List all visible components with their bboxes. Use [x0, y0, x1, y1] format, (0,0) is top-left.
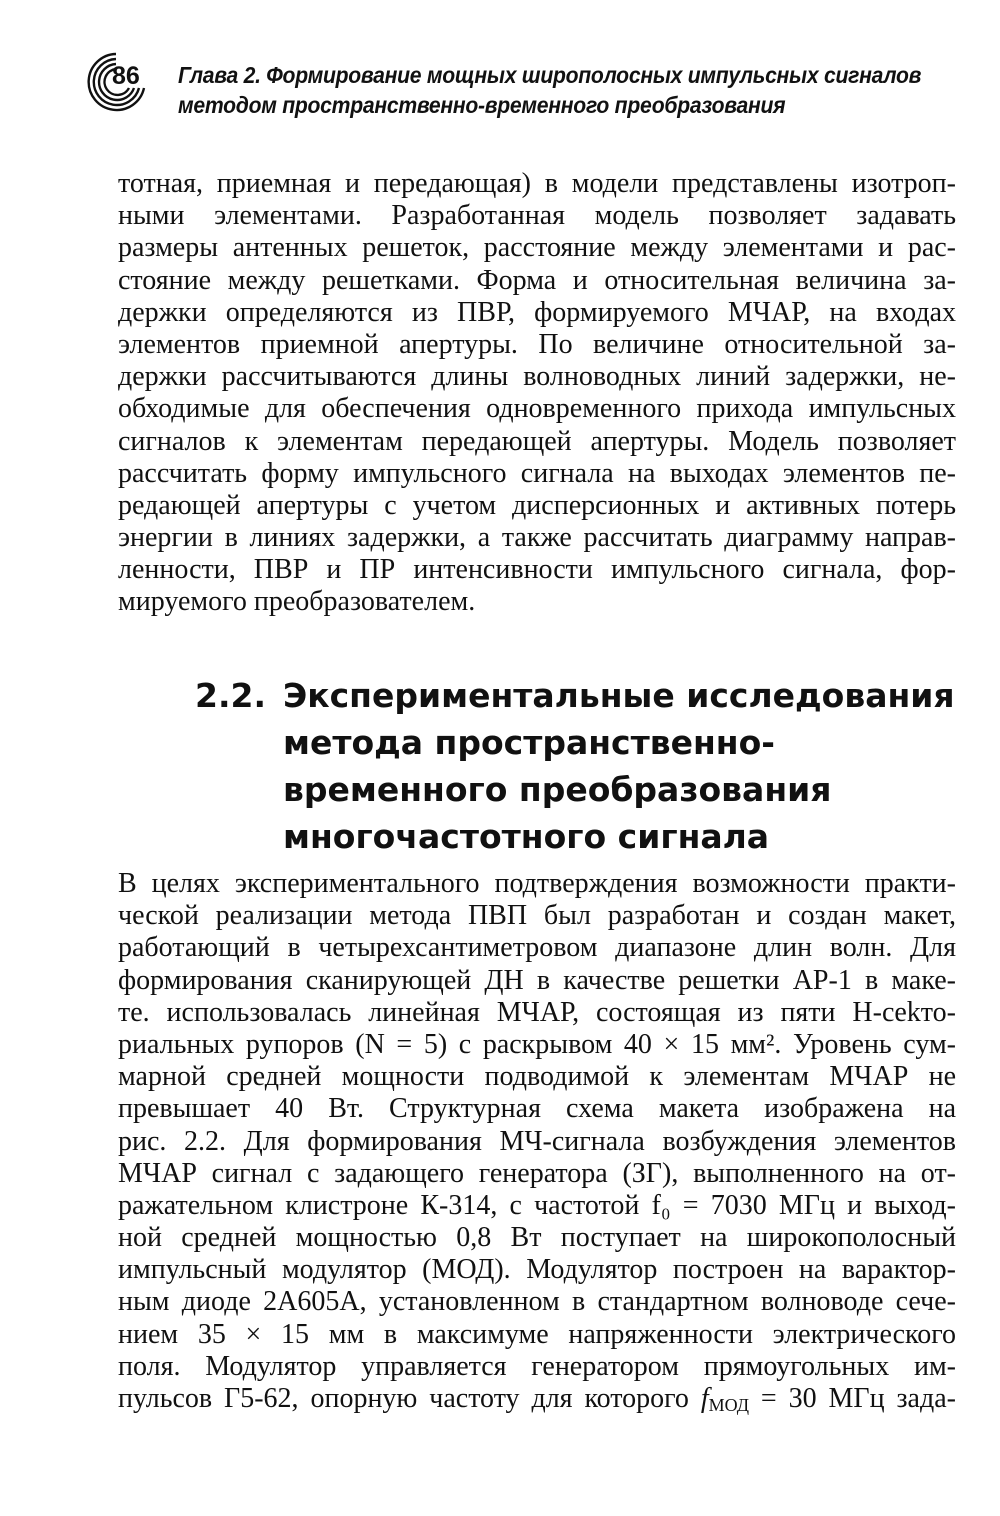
section-title-line: Экспериментальные исследования — [283, 676, 955, 715]
running-header-line1: Глава 2. Формирование мощных широполосных импульсных сигналов — [178, 62, 922, 88]
text-line: мируемого преобразователем. — [118, 586, 476, 618]
section-number: 2.2. — [195, 676, 266, 715]
text-line: держки определяются из ПВР, формируемого МЧАР, на входах — [118, 296, 956, 328]
text-line: редающей апертуры с учетом дисперсионных и активных потерь — [118, 489, 956, 521]
text-line: сигналов к элементам передающей апертуры. Модель позволяет — [118, 425, 956, 457]
text-line: ной средней мощностью 0,8 Вт поступает на широкополосный — [118, 1222, 956, 1254]
text-line: превышает 40 Вт. Структурная схема макета изображена на — [118, 1093, 956, 1125]
text-line: ражательном клистроне К-314, с частотой f₀ = 7030 МГц и выход- — [118, 1189, 956, 1221]
paragraph-2 — [118, 868, 956, 1415]
text-line: энергии в линиях задержки, а также рассчитать диаграмму направ- — [118, 522, 956, 554]
text-line — [118, 1383, 956, 1415]
text-line: ческой реализации метода ПВП был разработан и создан макет, — [118, 900, 956, 932]
section-title-line: многочастотного сигнала — [283, 817, 770, 856]
text-line: ными элементами. Разработанная модель позволяет задавать — [118, 200, 956, 232]
text-line: нием 35 × 15 мм в максимуме напряженности электрического — [118, 1318, 956, 1350]
subscript: МОД — [708, 1395, 750, 1415]
page-number: 86 — [112, 62, 140, 90]
text-line: В целях экспериментального подтверждения возможности практи- — [118, 868, 956, 899]
text-line: формирования сканирующей ДН в качестве решетки АР-1 в маке- — [118, 964, 956, 996]
text-line: размеры антенных решеток, расстояние между элементами и рас- — [118, 232, 956, 264]
symbol-f: f — [700, 1383, 709, 1414]
section-title-line: метода пространственно- — [283, 723, 775, 762]
text-line: МЧАР сигнал с задающего генератора (ЗГ), выполненного на от- — [118, 1157, 956, 1189]
text-fragment: = 30 МГц зада- — [749, 1383, 956, 1414]
text-line: рис. 2.2. Для формирования МЧ-сигнала возбуждения элементов — [118, 1125, 956, 1157]
paragraph-1 — [118, 168, 956, 619]
running-header-line2: методом пространственно-временного преобразования — [178, 92, 786, 118]
text-line: работающий в четырехсантиметровом диапазоне длин волн. Для — [118, 932, 956, 964]
text-line: ленности, ПВР и ПР интенсивности импульсного сигнала, фор- — [118, 554, 956, 586]
text-fragment: пульсов Г5-62, опорную частоту для которого — [118, 1383, 701, 1414]
section-title-line: временного преобразования — [283, 770, 832, 809]
text-line: риальных рупоров (N = 5) с раскрывом 40 × 15 мм². Уровень сум- — [118, 1028, 956, 1060]
text-line: обходимые для обеспечения одновременного прихода импульсных — [118, 393, 956, 425]
text-line: те. использовалась линейная МЧАР, состоящая из пяти Н-сekто- — [118, 996, 956, 1028]
text-line: держки рассчитываются длины волноводных линий задержки, не- — [118, 361, 956, 393]
text-line: стояние между решетками. Форма и относительная величина за- — [118, 264, 956, 296]
text-line: тотная, приемная и передающая) в модели представлены изотроп- — [118, 168, 956, 199]
text-line: марной средней мощности подводимой к элементам МЧАР не — [118, 1061, 956, 1093]
text-line: ным диоде 2А605А, установленном в стандартном волноводе сече- — [118, 1286, 956, 1318]
text-line: элементов приемной апертуры. По величине относительной за- — [118, 328, 956, 360]
text-line: рассчитать форму импульсного сигнала на выходах элементов пе- — [118, 457, 956, 489]
text-line: импульсный модулятор (МОД). Модулятор построен на варактор- — [118, 1254, 956, 1286]
text-line: поля. Модулятор управляется генератором прямоугольных им- — [118, 1350, 956, 1382]
